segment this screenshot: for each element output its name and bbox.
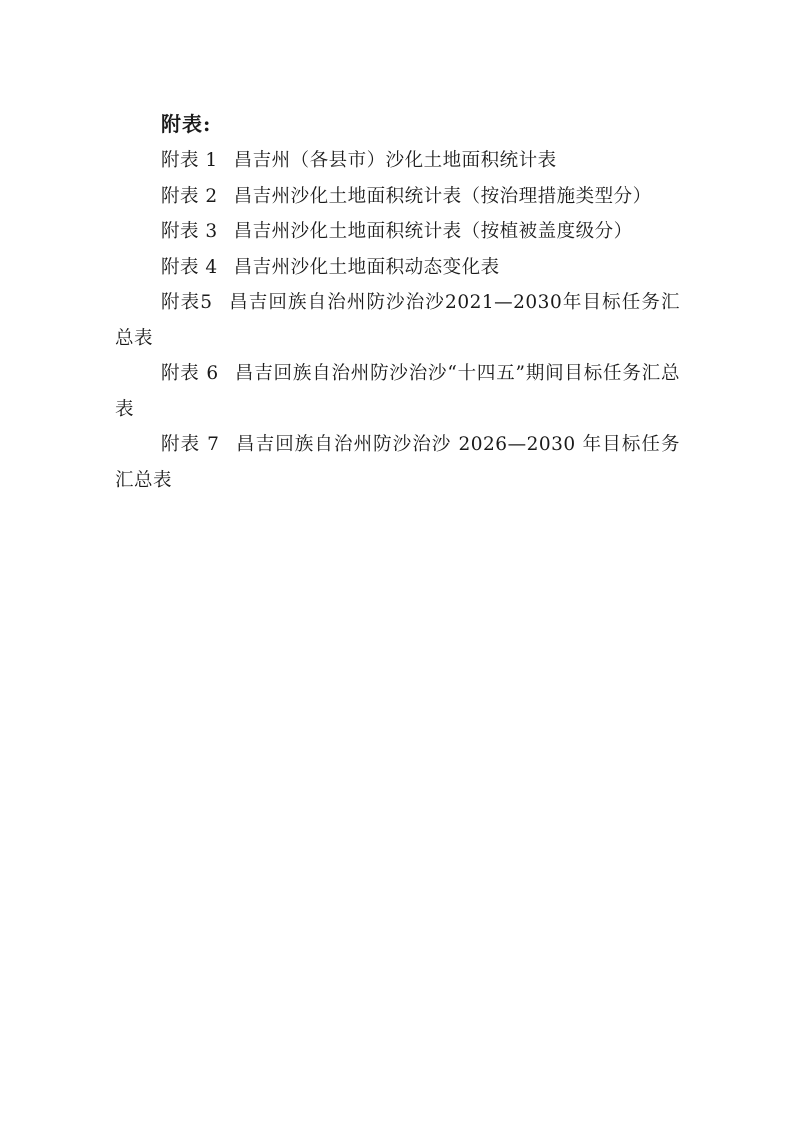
appendix-number: 附表 2: [161, 185, 218, 207]
appendix-number: 附表5: [161, 292, 213, 313]
list-item: [115, 427, 680, 498]
list-item: [115, 285, 680, 356]
appendix-number: 附表 3: [161, 221, 218, 242]
list-item: [115, 179, 680, 215]
appendix-number: 附表 7: [161, 434, 220, 455]
appendix-title: 昌吉州沙化土地面积动态变化表: [233, 256, 500, 278]
appendix-title: 昌吉州（各县市）沙化土地面积统计表: [233, 150, 557, 171]
list-item: [115, 356, 680, 427]
appendix-number: 附表 6: [161, 363, 219, 384]
appendix-title: 昌吉州沙化土地面积统计表（按植被盖度级分）: [233, 221, 633, 242]
appendix-list: [115, 143, 680, 498]
appendix-heading: 附表:: [161, 112, 212, 136]
list-item: [115, 214, 680, 250]
appendix-title: 昌吉回族自治州防沙治沙“十四五”期间目标任务汇总表: [115, 363, 680, 420]
appendix-title: 昌吉回族自治州防沙治沙2021—2030年目标任务汇总表: [115, 292, 680, 349]
list-item: [115, 143, 680, 179]
appendix-number: 附表 4: [161, 256, 218, 278]
appendix-title: 昌吉回族自治州防沙治沙 2026—2030 年目标任务汇总表: [115, 434, 680, 491]
appendix-number: 附表 1: [161, 150, 218, 171]
appendix-title: 昌吉州沙化土地面积统计表（按治理措施类型分）: [233, 185, 652, 207]
list-item: [115, 250, 680, 286]
